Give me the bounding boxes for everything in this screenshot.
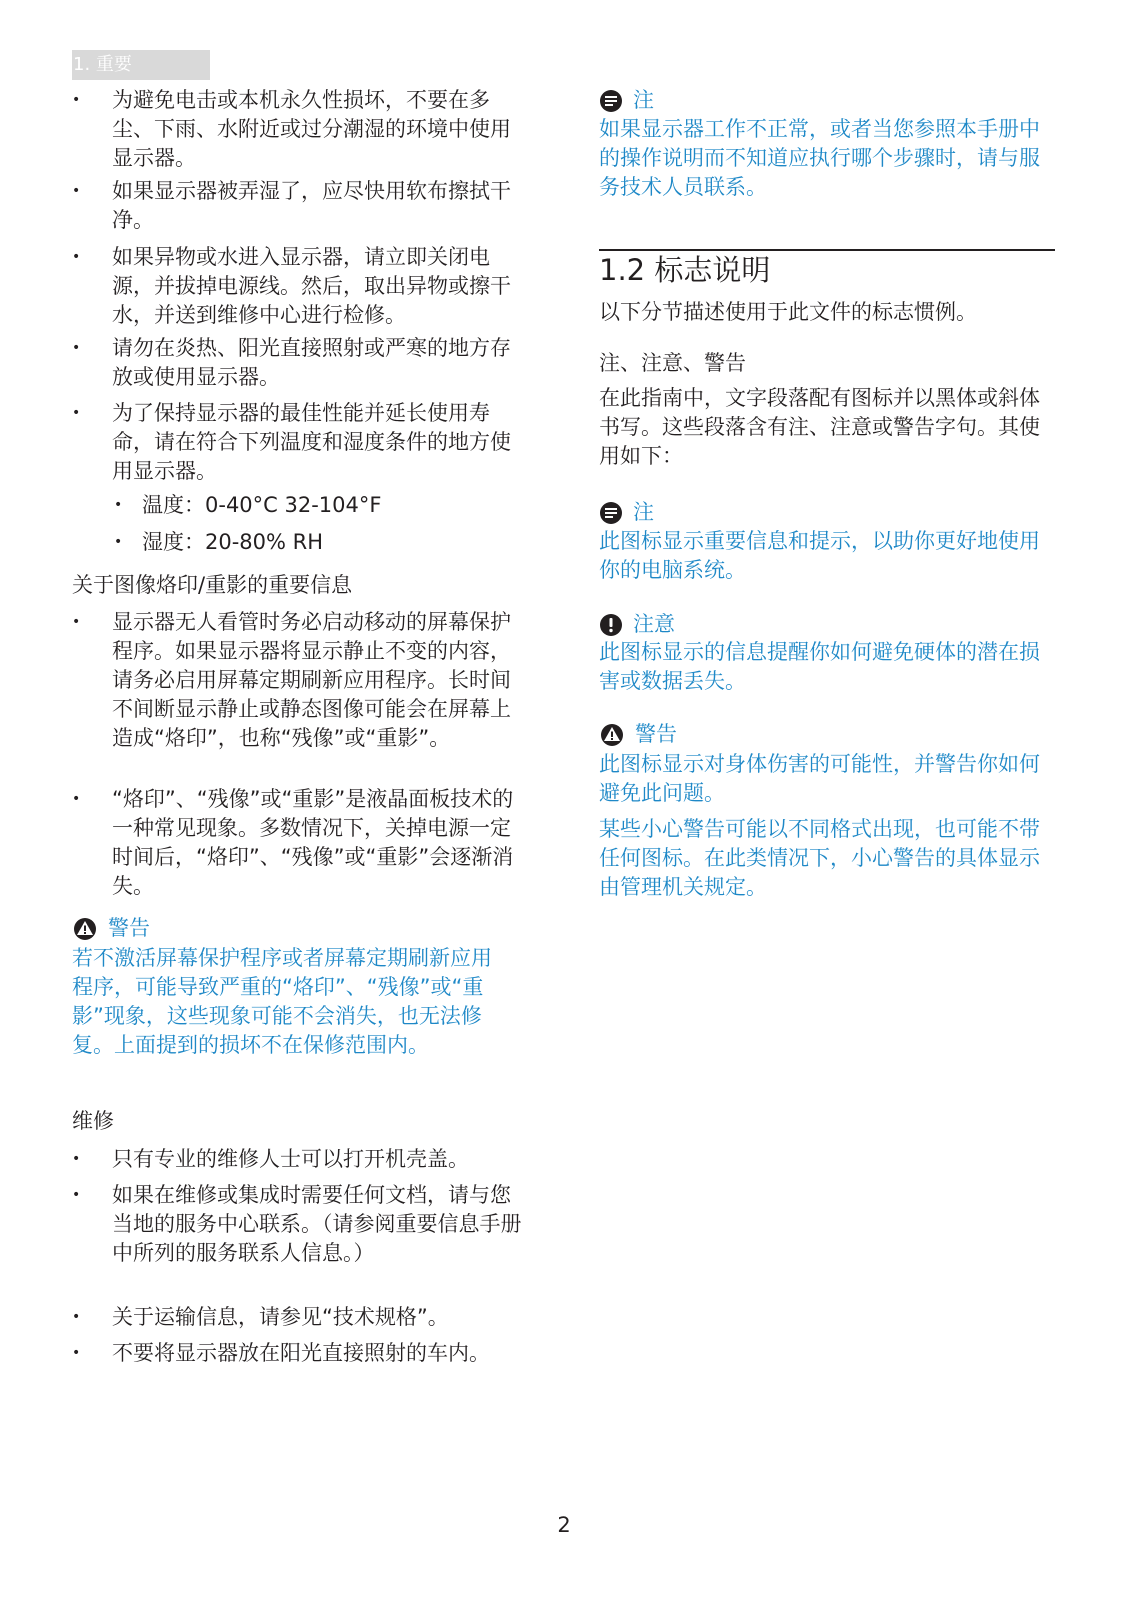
service-heading: 维修 — [72, 1109, 114, 1133]
warning-example-label: 警告 — [635, 722, 677, 746]
note-text: 如果显示器工作不正常，或者当您参照本手册中的操作说明而不知道应执行哪个步骤时，请与服务技术人员联系。 — [599, 117, 1040, 199]
note-label: 注 — [633, 88, 654, 112]
list-item: • 为避免电击或本机永久性损坏，不要在多尘、下雨、水附近或过分潮湿的环境中使用显示器。 — [72, 86, 522, 173]
caution-heading — [599, 610, 675, 639]
service-list — [72, 1145, 522, 1174]
warning-label: 警告 — [108, 916, 150, 940]
burn-in-list — [72, 785, 522, 901]
precautions-list — [72, 86, 522, 173]
chapter-tab: 1. 重要 — [72, 50, 210, 80]
precautions-list — [72, 399, 522, 486]
list-item: • 显示器无人看管时务必启动移动的屏幕保护程序。如果显示器将显示静止不变的内容，请务必启用屏幕定期刷新应用程序。长时间不间断显示静止或静态图像可能会在屏幕上造成“烙印”，也称“残像”或“重影”。 — [72, 608, 522, 753]
warning-heading — [72, 914, 150, 943]
burn-in-heading: 关于图像烙印/重影的重要信息 — [72, 573, 353, 597]
precautions-list — [72, 177, 522, 235]
sub-list-item: • 湿度：20-80% RH — [72, 528, 522, 557]
condition-list — [72, 528, 522, 557]
note-example-text: 此图标显示重要信息和提示，以助你更好地使用你的电脑系统。 — [599, 529, 1040, 582]
caution-icon — [599, 613, 623, 637]
precautions-list — [72, 243, 522, 330]
warning-extra-text: 某些小心警告可能以不同格式出现，也可能不带任何图标。在此类情况下，小心警告的具体显示由管理机关规定。 — [599, 817, 1040, 899]
note-example-label: 注 — [633, 500, 654, 524]
list-item: • 如果异物或水进入显示器，请立即关闭电源，并拔掉电源线。然后，取出异物或擦干水，并送到维修中心进行检修。 — [72, 243, 522, 330]
list-item: • 如果显示器被弄湿了，应尽快用软布擦拭干净。 — [72, 177, 522, 235]
warning-text: 若不激活屏幕保护程序或者屏幕定期刷新应用程序，可能导致严重的“烙印”、“残像”或“重影”现象，这些现象可能不会消失，也无法修复。上面提到的损坏不在保修范围内。 — [72, 946, 492, 1057]
warning-example-text: 此图标显示对身体伤害的可能性，并警告你如何避免此问题。 — [599, 752, 1040, 805]
list-item: • 为了保持显示器的最佳性能并延长使用寿命，请在符合下列温度和湿度条件的地方使用显示器。 — [72, 399, 522, 486]
warning-example-heading — [599, 720, 677, 749]
section-title: 1.2 标志说明 — [599, 253, 771, 287]
list-item: • 如果在维修或集成时需要任何文档，请与您当地的服务中心联系。（请参阅重要信息手册中所列的服务联系人信息。） — [72, 1181, 522, 1268]
warning-icon — [72, 917, 98, 941]
note-icon — [599, 89, 623, 113]
condition-list — [72, 491, 522, 520]
note-heading — [599, 86, 654, 115]
list-item: • 只有专业的维修人士可以打开机壳盖。 — [72, 1145, 522, 1174]
service-list — [72, 1303, 522, 1332]
list-item: • 请勿在炎热、阳光直接照射或严寒的地方存放或使用显示器。 — [72, 334, 522, 392]
caution-text: 此图标显示的信息提醒你如何避免硬体的潜在损害或数据丢失。 — [599, 640, 1040, 693]
list-item: • 关于运输信息，请参见“技术规格”。 — [72, 1303, 522, 1332]
service-list — [72, 1339, 522, 1368]
conventions-text: 在此指南中，文字段落配有图标并以黑体或斜体书写。这些段落含有注、注意或警告字句。其使用如下： — [599, 386, 1040, 468]
list-item: • 不要将显示器放在阳光直接照射的车内。 — [72, 1339, 522, 1368]
section-rule — [599, 249, 1055, 251]
precautions-list — [72, 334, 522, 392]
page-number: 2 — [557, 1513, 571, 1537]
sub-list-item: • 温度：0-40°C 32-104°F — [72, 491, 522, 520]
service-list — [72, 1181, 522, 1268]
note-icon — [599, 501, 623, 525]
note-example-heading — [599, 498, 654, 527]
burn-in-list — [72, 608, 522, 753]
caution-label: 注意 — [633, 612, 675, 636]
conventions-heading: 注、注意、警告 — [599, 351, 746, 375]
list-item: • “烙印”、“残像”或“重影”是液晶面板技术的一种常见现象。多数情况下，关掉电源一定时间后，“烙印”、“残像”或“重影”会逐渐消失。 — [72, 785, 522, 901]
warning-icon — [599, 723, 625, 747]
section-intro: 以下分节描述使用于此文件的标志惯例。 — [599, 300, 977, 324]
